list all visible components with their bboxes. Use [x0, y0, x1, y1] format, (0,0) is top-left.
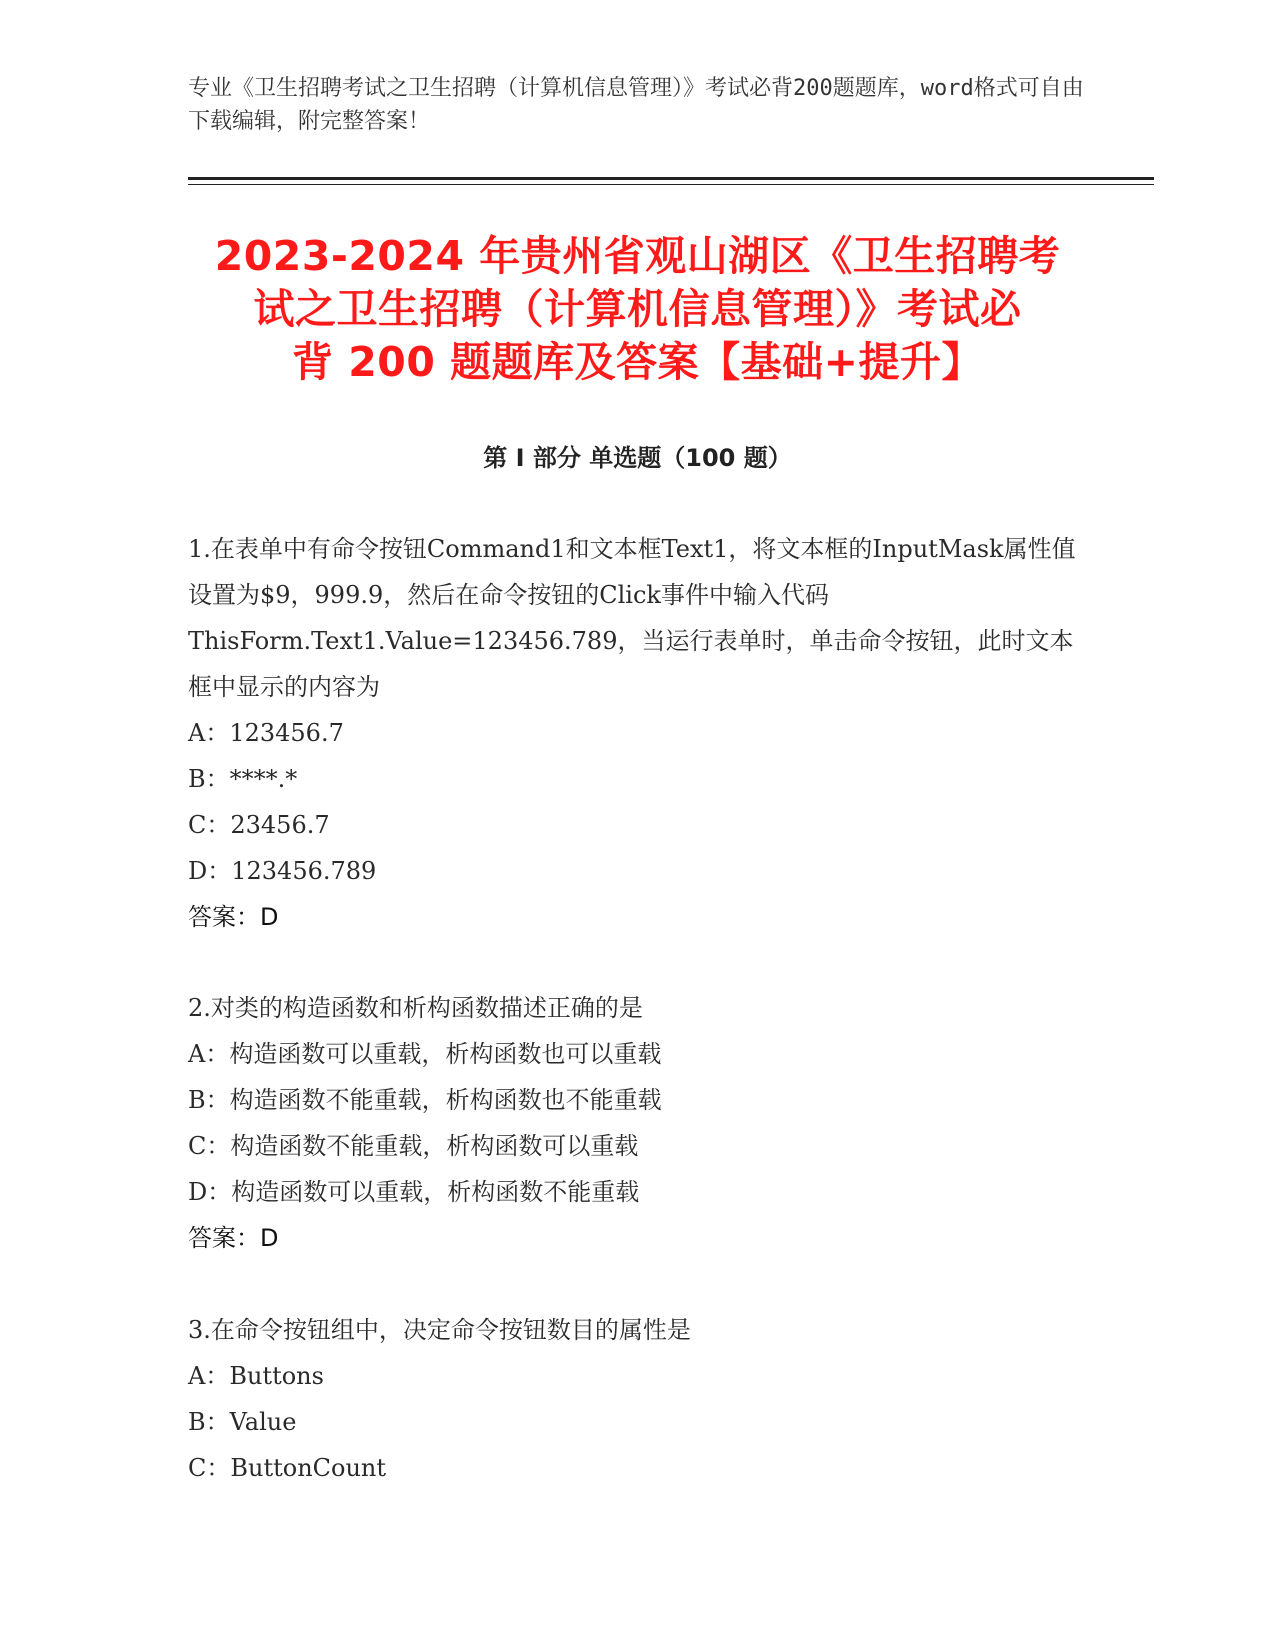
question-stem: 3.在命令按钮组中，决定命令按钮数目的属性是 [188, 1316, 691, 1344]
question-stem: 2.对类的构造函数和析构函数描述正确的是 [188, 994, 643, 1022]
option-a: A：Buttons [188, 1362, 324, 1390]
question-3 [188, 1307, 1088, 1491]
option-d: D：123456.789 [188, 857, 377, 885]
option-b: B：****.* [188, 765, 298, 793]
option-c: C：ButtonCount [188, 1454, 387, 1482]
option-c: C：构造函数不能重载，析构函数可以重载 [188, 1132, 639, 1160]
header-rule-thick [188, 177, 1154, 180]
header-text: 专业《卫生招聘考试之卫生招聘（计算机信息管理）》考试必背200题题库，word格式可自由下载编辑，附完整答案！ [188, 76, 1084, 134]
option-d: D：构造函数可以重载，析构函数不能重载 [188, 1178, 640, 1206]
header-rule-thin [188, 184, 1154, 185]
option-a: A：123456.7 [188, 719, 344, 747]
question-stem: 1.在表单中有命令按钮Command1和文本框Text1，将文本框的InputMask属性值设置为$9，999.9，然后在命令按钮的Click事件中输入代码ThisForm.Text1.Value=123456.789，当运行表单时，单击命令按钮，此时文本框中显示的内容为 [188, 535, 1076, 701]
answer: 答案：D [188, 1224, 279, 1252]
title-line-1: 2023-2024 年贵州省观山湖区《卫生招聘考 [214, 232, 1061, 280]
question-2 [188, 985, 1088, 1261]
section-heading: 第 I 部分 单选题（100 题） [483, 444, 792, 472]
question-1 [188, 526, 1088, 940]
title-line-2: 试之卫生招聘（计算机信息管理）》考试必 [253, 285, 1022, 333]
option-b: B：Value [188, 1408, 297, 1436]
option-c: C：23456.7 [188, 811, 330, 839]
option-b: B：构造函数不能重载，析构函数也不能重载 [188, 1086, 662, 1114]
answer: 答案：D [188, 903, 279, 931]
document-title [150, 230, 1125, 389]
option-a: A：构造函数可以重载，析构函数也可以重载 [188, 1040, 662, 1068]
title-line-3: 背 200 题题库及答案【基础+提升】 [292, 338, 983, 386]
